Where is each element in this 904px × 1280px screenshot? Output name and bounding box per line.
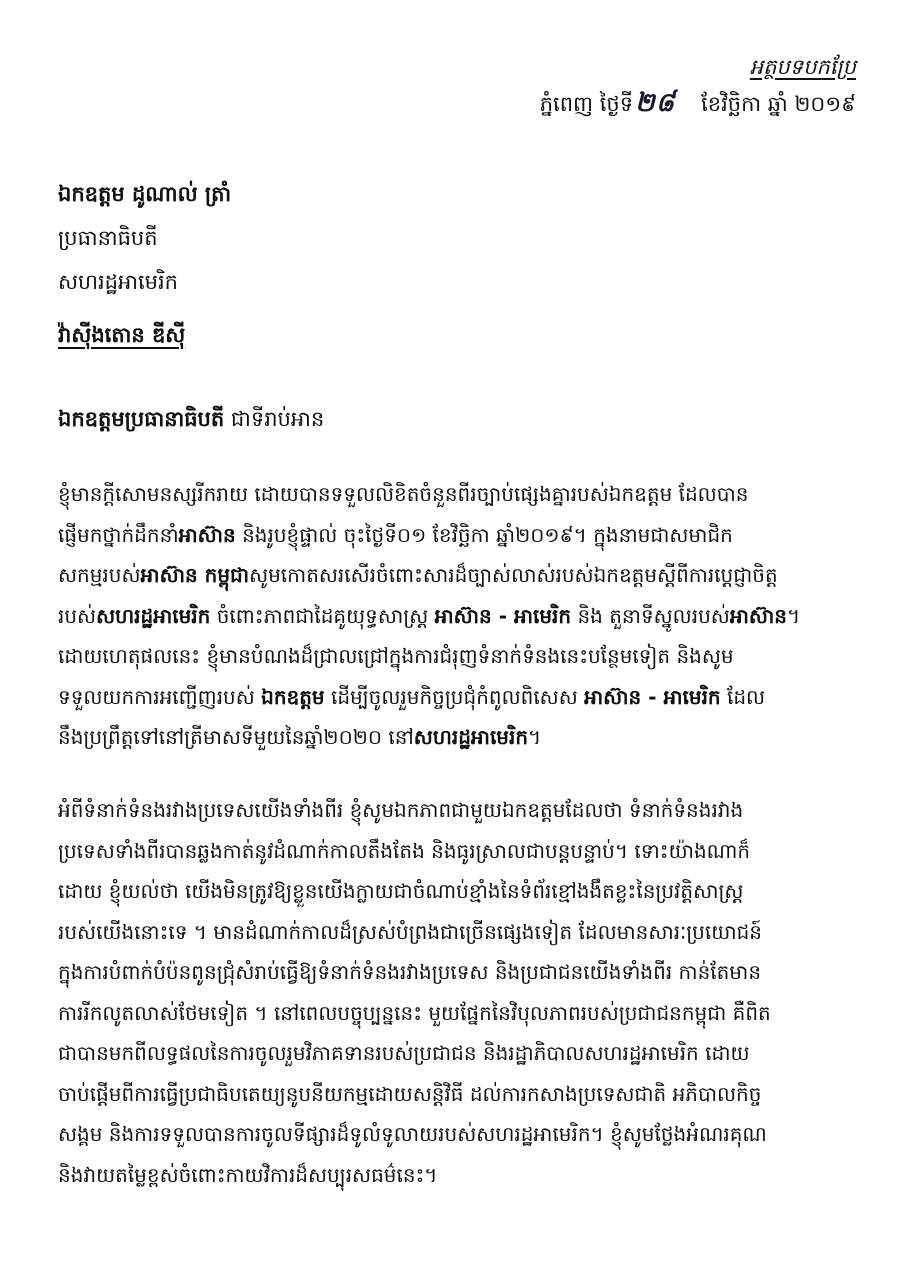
paragraph-2-line: ជាបានមកពីលទ្ធផលនៃការចូលរួមវិភាគទានរបស់ប្រជាជន និងរដ្ឋាភិបាលសហរដ្ឋអាមេរិក ដោយ (58, 1041, 750, 1065)
text-run: ដើម្បីចូលរួមកិច្ចប្រជុំកំពូលពិសេស (324, 684, 585, 709)
text-run: ចំពោះភាពជាដៃគូយុទ្ធសាស្ត្រ (210, 603, 435, 628)
paragraph-1-line (58, 515, 858, 556)
text-run: ទទួលយកការអញ្ជើញរបស់ (58, 684, 262, 709)
recipient-block (58, 172, 231, 304)
paragraph-2 (58, 790, 858, 1195)
date-day-handwritten: ២៨ (635, 88, 676, 118)
date-suffix: ខែវិច្ឆិកា ឆ្នាំ ២០១៩ (701, 92, 856, 116)
paragraph-1-line (58, 677, 858, 718)
bold-text-run: សហរដ្ឋអាមេរិក (413, 725, 529, 749)
text-run: របស់ (58, 603, 97, 628)
paragraph-2-line: ដោយ ខ្ញុំយល់ថា យើងមិនត្រូវឱ្យខ្លួនយើងក្លាយជាចំណាប់ខ្មាំងនៃទំព័រខ្មៅងងឹតខ្លះនៃប្រវត្តិសាស្ត្រ (58, 879, 744, 903)
recipient-country: សហរដ្ឋអាមេរិក (58, 270, 178, 294)
text-run: ។ (786, 603, 801, 628)
paragraph-2-line: ប្រទេសទាំងពីរបានឆ្លងកាត់នូវដំណាក់កាលតឹងតែង និងធូរស្រាលជាបន្តបន្ទាប់។ ទោះយ៉ាងណាក៏ (58, 838, 751, 863)
dateline (540, 86, 856, 124)
paragraph-2-line: របស់យើងនោះទេ ។ មានដំណាក់កាលដ៏ស្រស់បំព្រងជាច្រើនផ្សេងទៀត ដែលមានសារៈប្រយោជន៍ (58, 919, 762, 944)
salutation-rest: ជាទីរាប់អាន (224, 407, 325, 431)
translation-label: អត្ថបទបកប្រែ (749, 55, 856, 79)
paragraph-2-line: សង្គម និងការទទួលបានការចូលទីផ្សារដ៏ទូលំទូលាយរបស់សហរដ្ឋអាមេរិក។ ខ្ញុំសូមថ្លែងអំណរគុណ (58, 1122, 767, 1146)
bold-text-run: អាស៊ាន - អាមេរិក (584, 684, 721, 709)
bold-text-run: អាស៊ាន (729, 603, 787, 628)
recipient-title: ប្រធានាធិបតី (58, 226, 158, 250)
paragraph-1-line: ខ្ញុំមានក្ដីសោមនស្សរីករាយ ដោយបានទទួលលិខិតចំនួនពីរច្បាប់ផ្សេងគ្នារបស់ឯកឧត្តម ដែលបាន (58, 482, 749, 506)
bold-text-run: អាស៊ាន - អាមេរិក (434, 603, 572, 628)
recipient-city: វ៉ាស៊ីងតោន ឌីស៊ី (58, 323, 186, 347)
text-run: នឹងប្រព្រឹត្តទៅនៅត្រីមាសទីមួយនៃឆ្នាំ២០២០ នៅ (58, 725, 414, 749)
paragraph-2-line: ក្នុងការបំពាក់បំប៉នពូនជ្រុំសំរាប់ធ្វើឱ្យទំនាក់ទំនងរវាងប្រទេស និងប្រជាជនយើងទាំងពីរ កាន់តែមាន (58, 960, 762, 984)
paragraph-1-line (58, 555, 858, 596)
paragraph-1-line (58, 596, 858, 637)
recipient-name: ឯកឧត្តម ដូណាល់ ត្រាំ (58, 182, 232, 206)
salutation (58, 406, 324, 437)
bold-text-run: អាស៊ាន កម្ពុជា (140, 563, 250, 587)
paragraph-1-line: ដោយហេតុផលនេះ ខ្ញុំមានបំណងដ៏ជ្រាលជ្រៅក្នុងការជំរុញទំនាក់ទំនងនេះបន្ថែមទៀត និងសូម (58, 644, 734, 668)
text-run: សូមកោតសរសើរចំពោះសារដ៏ច្បាស់លាស់របស់ឯកឧត្តមស្ដីពីការប្ដេជ្ញាចិត្ត (249, 563, 778, 587)
text-run: សកម្មរបស់ (58, 563, 141, 587)
salutation-title: ឯកឧត្តមប្រធានាធិបតី (58, 407, 225, 431)
text-run: ផ្ញើមកថ្នាក់ដឹកនាំ (58, 522, 179, 547)
paragraph-2-line: ការរីកលូតលាស់ថែមទៀត ។ នៅពេលបច្ចុប្បន្ននេះ មួយផ្នែកនៃវិបុលភាពរបស់ប្រជាជនកម្ពុជា គឺពិត (58, 1000, 771, 1025)
bold-text-run: អាស៊ាន (178, 522, 236, 547)
paragraph-2-line: អំពីទំនាក់ទំនងរវាងប្រទេសយើងទាំងពីរ ខ្ញុំសូមឯកភាពជាមួយឯកឧត្តមដែលថា ទំនាក់ទំនងរវាង (58, 798, 744, 822)
bold-text-run: សហរដ្ឋអាមេរិក (96, 603, 211, 628)
paragraph-2-line: និងវាយតម្លៃខ្ពស់ចំពោះកាយវិការដ៏សប្បុរសធម៌នេះ។ (58, 1162, 438, 1187)
paragraph-2-line: ចាប់ផ្ដើមពីការធ្វើប្រជាធិបតេយ្យនូបនីយកម្មដោយសន្តិវិធី ដល់ការកសាងប្រទេសជាតិ អភិបាលកិច្ច (58, 1081, 762, 1106)
bold-text-run: ឯកឧត្តម (261, 684, 325, 709)
text-run: និង តួនាទីស្នូលរបស់ (571, 603, 730, 628)
paragraph-1-line (58, 717, 858, 758)
paragraph-1 (58, 474, 858, 758)
text-run: ដែល (720, 684, 766, 709)
text-run: ។ (528, 725, 542, 749)
text-run: និងរូបខ្ញុំផ្ទាល់ ចុះថ្ងៃទី០១ ខែវិច្ឆិកា ឆ្នាំ២០១៩។ ក្នុងនាមជាសមាជិក (235, 522, 733, 547)
date-prefix: ភ្នំពេញ ថ្ងៃទី (539, 92, 634, 116)
